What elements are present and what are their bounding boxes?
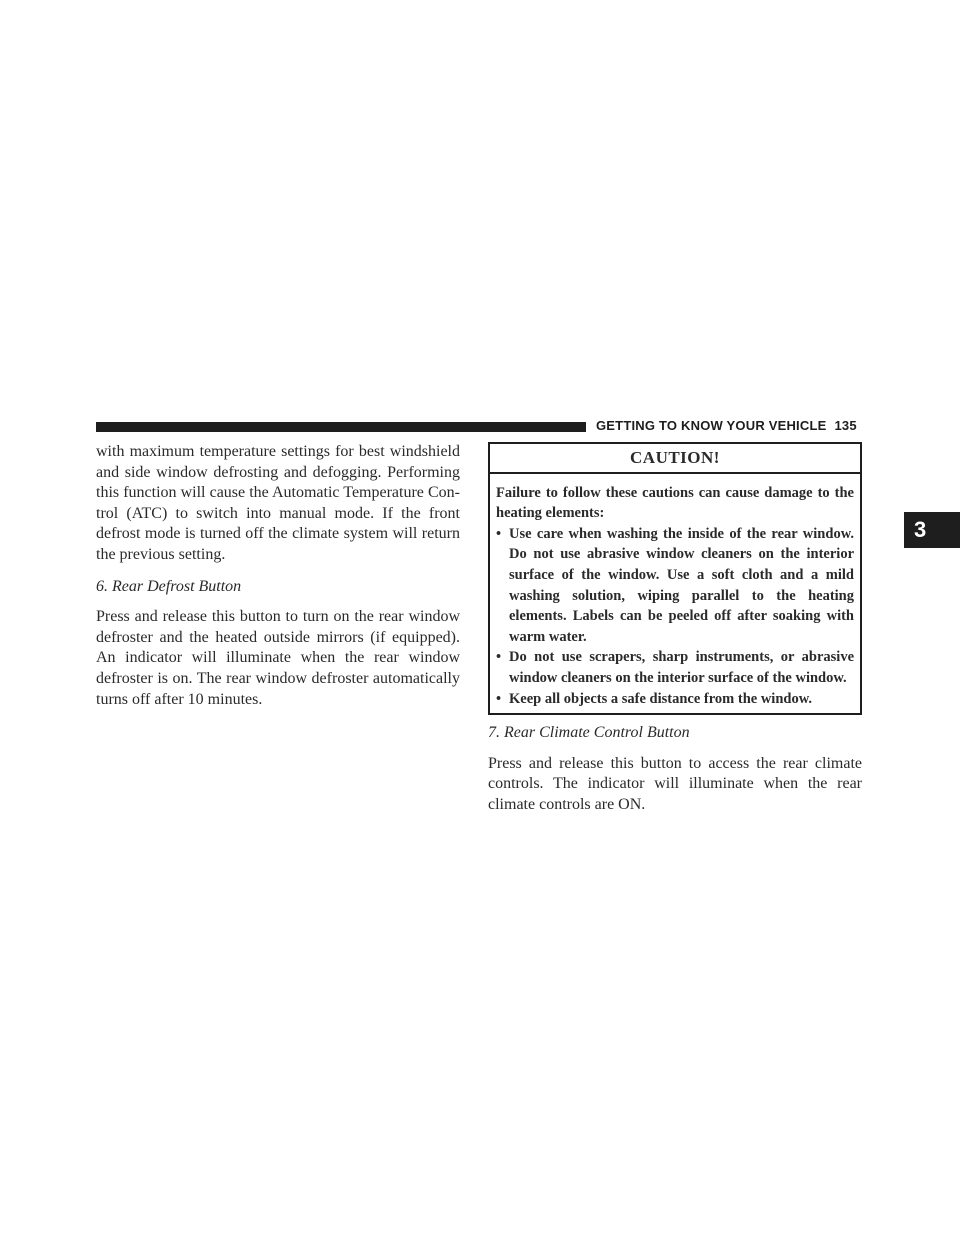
caution-intro: Failure to follow these cautions can cause damage to the heating elements: — [496, 484, 854, 522]
caution-list — [496, 524, 854, 709]
header-rule — [96, 422, 586, 432]
caution-title: CAUTION! — [490, 444, 860, 474]
left-column — [96, 442, 460, 710]
caution-item: • Use care when washing the inside of the rear window. Do not use abrasive window cleaners on the interior surface of the window. Use a soft cloth and a mild washing solution, wiping parallel to the heating elements. Labels can be peeled off after soaking with warm water. — [496, 525, 854, 645]
caution-box — [488, 442, 862, 715]
caution-item: • Keep all objects a safe distance from the window. — [496, 689, 854, 710]
bullet-icon: • — [496, 525, 502, 542]
rear-climate-heading: 7. Rear Climate Control Button — [488, 724, 690, 742]
section-title: GETTING TO KNOW YOUR VEHICLE — [596, 418, 827, 433]
intro-paragraph: with maximum temperature settings for best windshield and side window defrosting and defogging. Performing this function will cause the Automatic Temperature Control (ATC) to switch into manual mode. If the front defrost mode is turned off the climate system will return the previous setting. — [96, 443, 460, 563]
bullet-icon: • — [496, 649, 502, 666]
bullet-icon: • — [496, 690, 502, 707]
rear-climate-paragraph: Press and release this button to access the rear climate controls. The indicator will illuminate when the rear climate controls are ON. — [488, 754, 862, 813]
right-column — [488, 442, 862, 816]
rear-defrost-paragraph: Press and release this button to turn on the rear window defroster and the heated outside mirrors (if equipped). An indicator will illuminate when the rear window defroster is on. The rear window defroster automatically turns off after 10 minutes. — [96, 608, 460, 708]
chapter-tab: 3 — [904, 512, 960, 548]
caution-item: • Do not use scrapers, sharp instruments, or abrasive window cleaners on the interior surface of the window. — [496, 649, 854, 686]
caution-body — [490, 474, 860, 714]
rear-climate-section — [488, 723, 862, 815]
running-header — [596, 418, 864, 433]
page-number: 135 — [834, 418, 857, 433]
rear-defrost-heading: 6. Rear Defrost Button — [96, 577, 242, 595]
